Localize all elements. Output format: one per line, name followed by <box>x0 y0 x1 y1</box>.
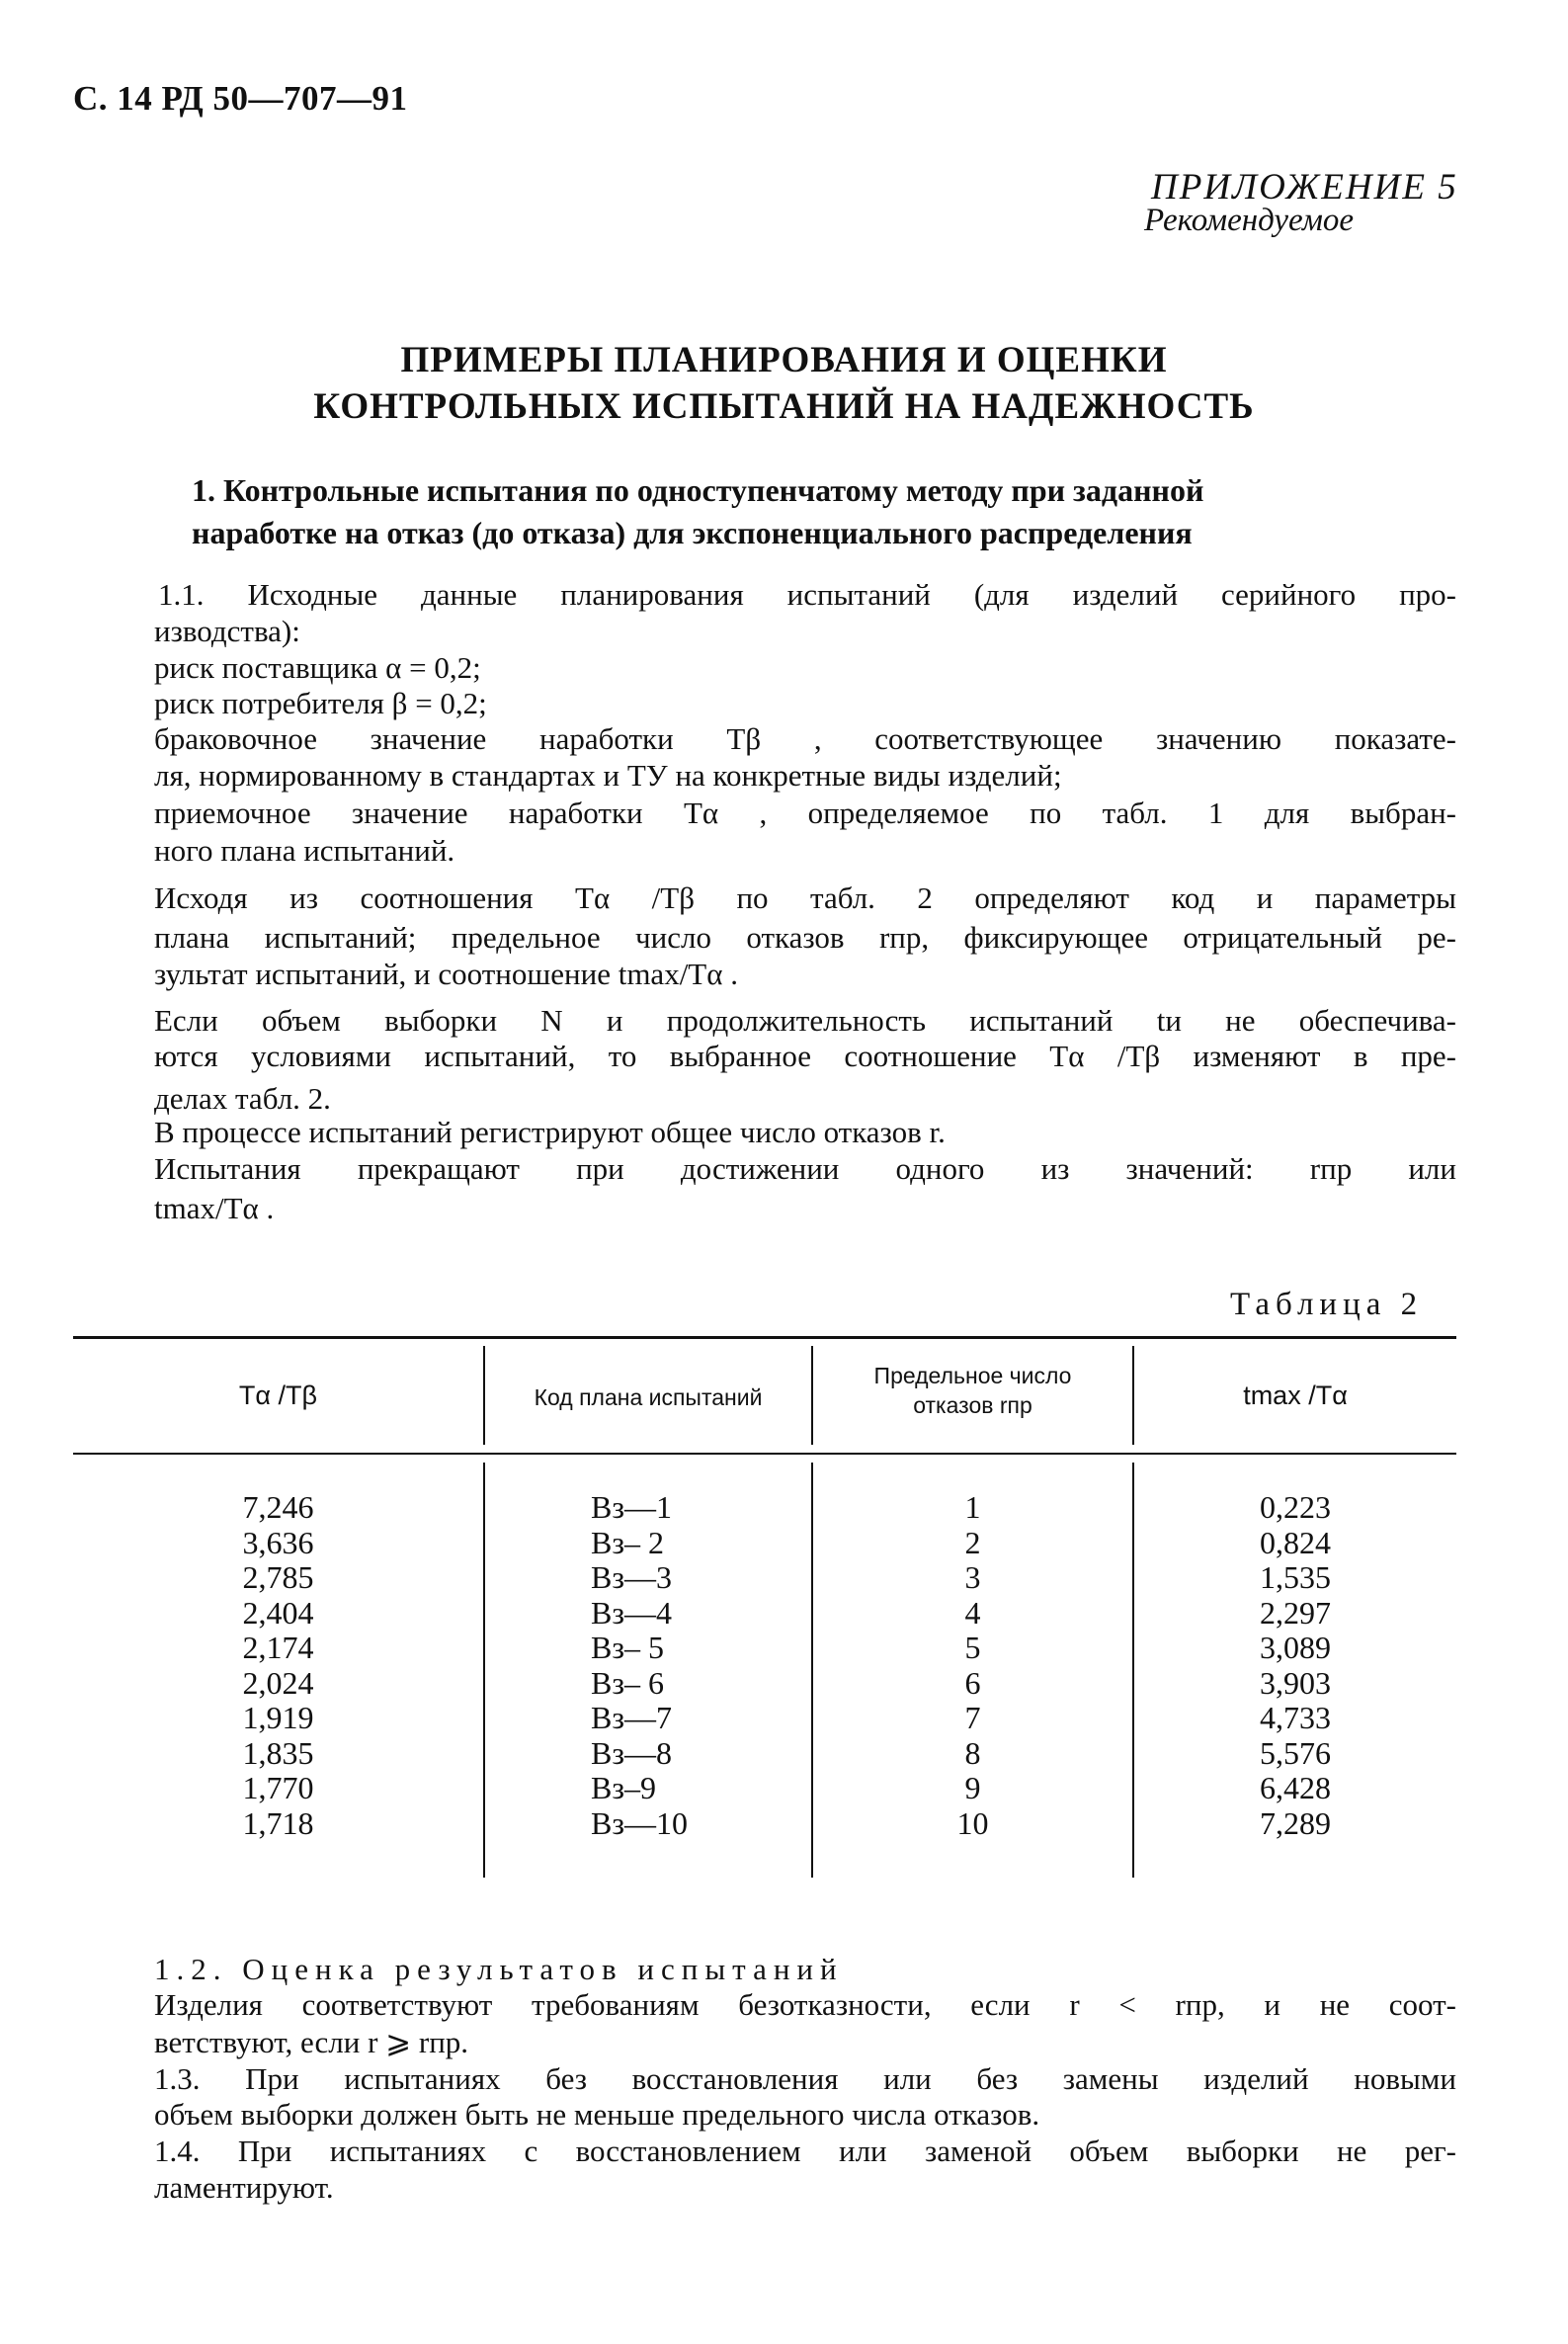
page-header: С. 14 РД 50—707—91 <box>73 79 408 118</box>
para-1-3-line1: 1.3. При испытаниях без восстановления или без замены изделий новыми <box>154 2061 1456 2096</box>
table-cell: 8 <box>964 1734 981 1771</box>
appendix-status: Рекомендуемое <box>1144 203 1355 238</box>
table-cell: Вз–9 <box>591 1770 656 1805</box>
para-sample-line1: Если объем выборки N и продолжительность испытаний tи не обеспечива- <box>154 1003 1456 1038</box>
para-1-2-line1: Изделия соответствуют требованиям безотказности, если r < rпр, и не соот- <box>154 1987 1456 2022</box>
table-cell: 1,835 <box>242 1734 314 1771</box>
table-column-limit <box>813 1490 1132 1841</box>
table-header-rule <box>73 1453 1456 1455</box>
table-cell: 3,089 <box>1260 1630 1331 1665</box>
para-1-3-line2: объем выборки должен быть не меньше предельного числа отказов. <box>154 2097 1040 2132</box>
table-cell: 10 <box>956 1804 989 1841</box>
table-cell: 4,733 <box>1260 1700 1331 1735</box>
para-ratio-line2: плана испытаний; предельное число отказов rпр, фиксирующее отрицательный ре- <box>154 920 1456 955</box>
table-cell: 1,535 <box>1260 1559 1331 1595</box>
table-header-code: Код плана испытаний <box>534 1384 763 1410</box>
table-header-limit-line2: отказов rпр <box>913 1392 1032 1418</box>
table-cell: 3 <box>964 1559 981 1595</box>
table-cell: 5 <box>964 1630 981 1665</box>
table-column-code <box>485 1490 811 1841</box>
table-top-rule <box>73 1336 1456 1339</box>
table-header-ratio: Tα /Tβ <box>238 1381 318 1410</box>
table-cell: 1,919 <box>242 1700 314 1735</box>
para-1-1-line4: риск потребителя β = 0,2; <box>154 686 487 720</box>
table-column-tmax <box>1134 1490 1456 1841</box>
table-cell: Вз—7 <box>591 1700 672 1735</box>
table-cell: 2,174 <box>242 1630 314 1665</box>
table-cell: Вз—3 <box>591 1559 672 1595</box>
table-header-limit-line1: Предельное число <box>873 1363 1072 1388</box>
table-cell: 7,289 <box>1260 1804 1331 1841</box>
table-cell: 2,785 <box>242 1559 314 1595</box>
para-register-line1: В процессе испытаний регистрируют общее число отказов r. <box>154 1115 946 1149</box>
table-cell: 2,404 <box>242 1594 314 1631</box>
table-cell: Вз—1 <box>591 1489 672 1525</box>
table-cell: 1,770 <box>242 1770 314 1805</box>
table-cell: Вз– 6 <box>591 1664 664 1701</box>
para-sample-line2: ются условиями испытаний, то выбранное соотношение Tα /Tβ изменяют в пре- <box>154 1039 1456 1073</box>
table-cell: 0,824 <box>1260 1524 1331 1560</box>
table-cell: 7 <box>964 1700 981 1735</box>
table-cell: 2 <box>964 1524 981 1560</box>
table-cell: 3,903 <box>1260 1664 1331 1701</box>
table-cell: 6,428 <box>1260 1770 1331 1805</box>
table-cell: 2,024 <box>242 1664 314 1701</box>
para-1-4-line1: 1.4. При испытаниях с восстановлением или заменой объем выборки не рег- <box>154 2134 1456 2168</box>
para-1-4-line2: ламентируют. <box>154 2170 334 2205</box>
table-cell: 1,718 <box>242 1804 314 1841</box>
table-cell: 4 <box>964 1594 981 1631</box>
table-cell: 9 <box>964 1770 981 1805</box>
appendix-label: ПРИЛОЖЕНИЕ 5 <box>1151 167 1458 208</box>
table-cell: 2,297 <box>1260 1594 1331 1631</box>
para-1-1-line3: риск поставщика α = 0,2; <box>154 650 481 685</box>
para-stop-line2: tmax/Tα . <box>154 1191 275 1225</box>
table-cell: 3,636 <box>242 1524 314 1560</box>
para-1-2-heading: 1.2. Оценка результатов испытаний <box>154 1952 844 1986</box>
para-stop-line1: Испытания прекращают при достижении одного из значений: rпр или <box>154 1151 1456 1186</box>
table-cell: Вз—4 <box>591 1594 672 1631</box>
para-ratio-line1: Исходя из соотношения Tα /Tβ по табл. 2 определяют код и параметры <box>154 880 1456 915</box>
para-ratio-line3: зультат испытаний, и соотношение tmax/Tα . <box>154 957 738 991</box>
table-cell: 6 <box>964 1664 981 1701</box>
section-heading-line2: наработке на отказ (до отказа) для экспоненциального распределения <box>192 515 1193 550</box>
section-heading-line1: 1. Контрольные испытания по одноступенчатому методу при заданной <box>192 472 1204 508</box>
para-sample-line3: делах табл. 2. <box>154 1081 331 1116</box>
table-cell: 7,246 <box>242 1489 314 1525</box>
para-1-1-line8: ного плана испытаний. <box>154 833 455 868</box>
para-1-1-line1: 1.1. Исходные данные планирования испытаний (для изделий серийного про- <box>158 577 1456 612</box>
table-column-ratio <box>73 1490 483 1841</box>
table-cell: 5,576 <box>1260 1734 1331 1771</box>
table-cell: Вз– 2 <box>591 1524 664 1560</box>
para-1-2-line2: ветствуют, если r ⩾ rпр. <box>154 2025 469 2059</box>
table-cell: Вз– 5 <box>591 1630 664 1665</box>
document-title-line2: КОНТРОЛЬНЫХ ИСПЫТАНИЙ НА НАДЕЖНОСТЬ <box>313 386 1255 427</box>
table-cell: Вз—8 <box>591 1734 672 1771</box>
table-label: Таблица 2 <box>1230 1287 1424 1322</box>
table-cell: 0,223 <box>1260 1489 1331 1525</box>
table-cell: 1 <box>964 1489 981 1525</box>
para-1-1-line6: ля, нормированному в стандартах и ТУ на конкретные виды изделий; <box>154 758 1062 793</box>
document-title-line1: ПРИМЕРЫ ПЛАНИРОВАНИЯ И ОЦЕНКИ <box>400 340 1168 380</box>
table-header-tmax: tmax /Tα <box>1243 1381 1348 1410</box>
para-1-1-line7: приемочное значение наработки Tα , определяемое по табл. 1 для выбран- <box>154 795 1456 830</box>
para-1-1-line5: браковочное значение наработки Tβ , соответствующее значению показате- <box>154 721 1456 756</box>
para-1-1-line2: изводства): <box>154 614 300 648</box>
table-cell: Вз—10 <box>591 1804 688 1841</box>
